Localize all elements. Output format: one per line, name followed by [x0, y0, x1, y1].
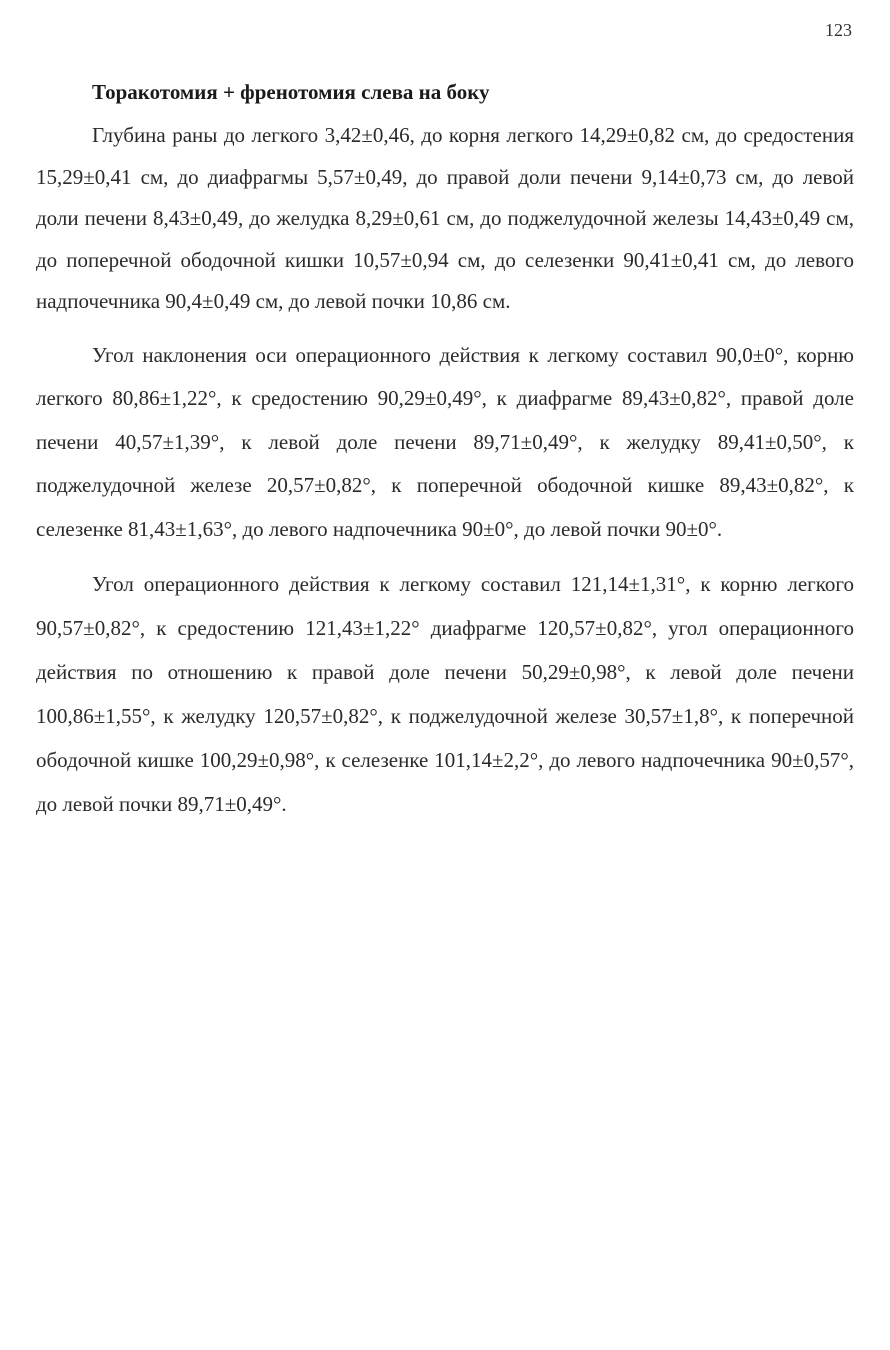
paragraph-operative-action-angle: Угол операционного действия к легкому составил 121,14±1,31°, к корню легкого 90,57±0,82°, к средостению 121,43±1,22° диафрагме 120,57±0,82°, угол операционного действия по отношению к правой доле печени 50,29±0,98°, к левой доле печени 100,86±1,55°, к желудку 120,57±0,82°, к поджелудочной железе 30,57±1,8°, к поперечной ободочной кишке 100,29±0,98°, к селезенке 101,14±2,2°, до левого надпочечника 90±0,57°, до левой почки 89,71±0,49°.	[36, 572, 854, 816]
paragraph-wound-depth: Глубина раны до легкого 3,42±0,46, до корня легкого 14,29±0,82 см, до средостения 15,29±0,41 см, до диафрагмы 5,57±0,49, до правой доли печени 9,14±0,73 см, до левой доли печени 8,43±0,49, до желудка 8,29±0,61 см, до поджелудочной железы 14,43±0,49 см, до поперечной ободочной кишки 10,57±0,94 см, до селезенки 90,41±0,41 см, до левого надпочечника 90,4±0,49 см, до левой почки 10,86 см.	[36, 123, 854, 313]
section-title: Торакотомия + френотомия слева на боку	[92, 80, 490, 104]
page-content	[36, 76, 854, 837]
paragraph-axis-inclination-angle: Угол наклонения оси операционного действия к легкому составил 90,0±0°, корню легкого 80,86±1,22°, к средостению 90,29±0,49°, к диафрагме 89,43±0,82°, правой доле печени 40,57±1,39°, к левой доле печени 89,71±0,49°, к желудку 89,41±0,50°, к поджелудочной железе 20,57±0,82°, к поперечной ободочной кишке 89,43±0,82°, к селезенке 81,43±1,63°, до левого надпочечника 90±0°, до левой почки 90±0°.	[36, 342, 854, 541]
page-number: 123	[825, 20, 852, 40]
